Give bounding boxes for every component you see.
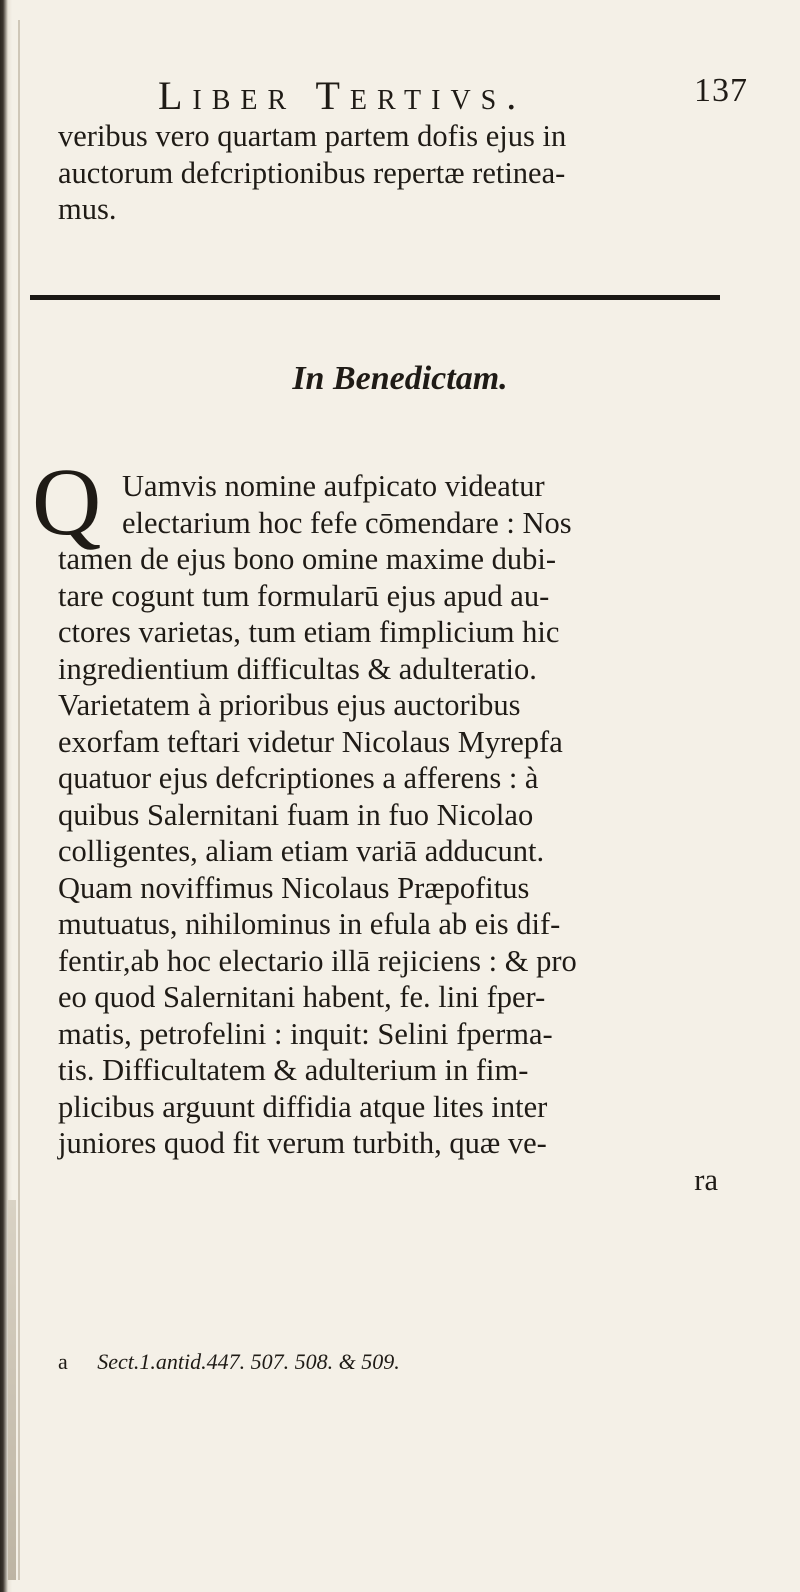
text-line: eo quod Salernitani habent, fe. lini fper- <box>58 980 546 1014</box>
text-line: matis, petrofelini : inquit: Selini fperma- <box>58 1016 553 1051</box>
section-rule <box>30 295 720 300</box>
text-line: plicibus arguunt diffidia atque lites inter <box>58 1089 548 1124</box>
text-line: tis. Difficultatem & adulterium in fim- <box>58 1053 529 1087</box>
text-line: mutuatus, nihilominus in efula ab eis dif- <box>58 907 561 941</box>
text-line: ctores varietas, tum etiam fimplicium hic <box>58 615 560 649</box>
text-line: fentir,ab hoc electario illā rejiciens : & pro <box>58 943 577 978</box>
text-line: juniores quod fit verum turbith, quæ ve- <box>58 1126 547 1160</box>
gutter-shadow <box>18 20 20 1580</box>
text-line: ingredientium difficultas & adulteratio. <box>58 651 537 686</box>
binding-shadow <box>8 1200 16 1580</box>
text-line: tamen de ejus bono omine maxime dubi- <box>58 542 557 576</box>
text-line: Quam noviffimus Nicolaus Præpofitus <box>58 870 530 905</box>
text-line: auctorum defcriptionibus repertæ retinea- <box>58 155 566 190</box>
section-heading: In Benedictam. <box>292 360 508 397</box>
text-line: electarium hoc fefe cōmendare : Nos <box>122 505 572 540</box>
running-head-title: Liber Tertivs. <box>158 73 527 118</box>
body-paragraph <box>58 468 748 1198</box>
running-head <box>158 72 748 122</box>
footnote-marker: a <box>58 1349 68 1374</box>
text-line: exorfam teftari videtur Nicolaus Myrepfa <box>58 724 563 759</box>
footnote <box>58 1349 400 1375</box>
text-line: veribus vero quartam partem dofis ejus in <box>58 119 567 153</box>
text-line: tare cogunt tum formularū ejus apud au- <box>58 578 550 613</box>
page-number: 137 <box>694 72 748 109</box>
text-line: Uamvis nomine aufpicato videatur <box>122 469 545 503</box>
footnote-text: Sect.1.antid.447. 507. 508. & 509. <box>97 1349 400 1374</box>
text-line: quibus Salernitani fuam in fuo Nicolao <box>58 797 534 832</box>
catchword: ra <box>694 1162 718 1197</box>
drop-cap: Q <box>32 448 102 555</box>
text-line: mus. <box>58 192 117 226</box>
text-line: colligentes, aliam etiam variā adducunt. <box>58 834 545 868</box>
text-line: quatuor ejus defcriptiones a afferens : à <box>58 761 539 795</box>
text-line: Varietatem à prioribus ejus auctoribus <box>58 688 521 722</box>
intro-paragraph <box>58 118 748 228</box>
